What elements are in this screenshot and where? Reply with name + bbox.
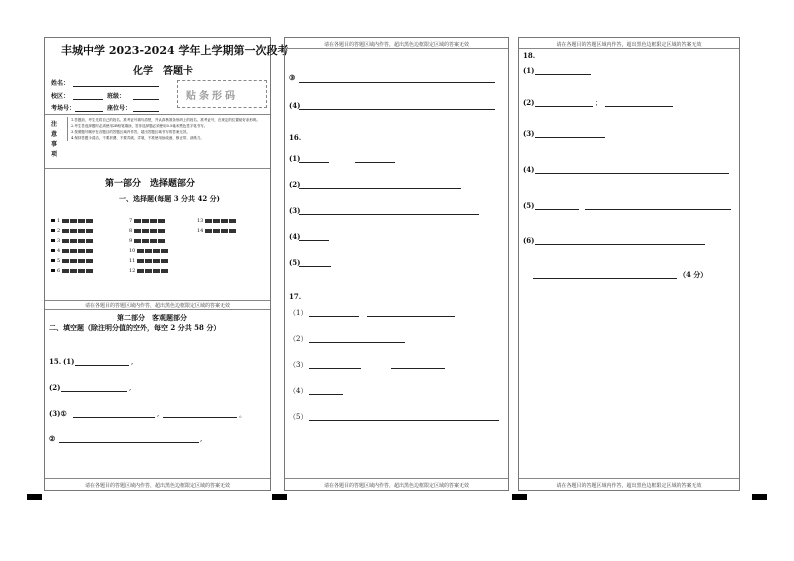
choice-block-1 xyxy=(51,216,94,276)
q15-part1-field[interactable] xyxy=(75,365,129,366)
q15-part3-period: 。 xyxy=(239,411,246,419)
choice-row-2[interactable]: 2 xyxy=(51,226,94,236)
area-notice-2a: 请在各题目的答题区域内作答，超出黑色边框限定区域的答案无效 xyxy=(323,42,469,48)
choice-block-3 xyxy=(197,216,237,236)
q17-part2-label: （2） xyxy=(289,335,308,343)
area-notice-3b: 请在各题目的答题区域内作答，超出黑色边框限定区域的答案无效 xyxy=(556,483,702,489)
q18-part2-label: (2) xyxy=(523,98,535,107)
q17-part5-label: （5） xyxy=(289,413,308,421)
part1-title: 第一部分 选择题部分 xyxy=(105,179,196,189)
choice-row-13[interactable]: 13 xyxy=(197,216,237,226)
q18-part6-field-b[interactable] xyxy=(533,278,677,279)
alignment-marker-2 xyxy=(272,494,287,500)
barcode-area xyxy=(177,80,267,108)
q18-score: （4 分） xyxy=(679,270,708,279)
class-label: 班级： xyxy=(107,93,126,100)
choice-row-6[interactable]: 6 xyxy=(51,266,94,276)
q16-number: 16. xyxy=(289,133,302,142)
q16-part2-field[interactable] xyxy=(299,188,461,189)
q18-part6-field[interactable] xyxy=(535,244,705,245)
name-label: 姓名： xyxy=(51,80,70,87)
q16-part4-label: (4) xyxy=(289,232,301,241)
q14-part4-label: (4) xyxy=(289,101,301,110)
q18-part1-field[interactable] xyxy=(535,74,591,75)
q16-part3-field[interactable] xyxy=(299,214,479,215)
barcode-label: 贴条形码 xyxy=(186,91,238,102)
notice-label: 注 意 事 项 xyxy=(51,121,58,158)
notice-line-3: 3.按照题号顺序在各题目的答题区域内作答，超出答题区域书写的答案无效。 xyxy=(71,130,190,134)
q16-part3-label: (3) xyxy=(289,206,301,215)
choice-row-3[interactable]: 3 xyxy=(51,236,94,246)
q15-part1-label: (1) xyxy=(63,357,75,366)
q14-circ3-field[interactable] xyxy=(299,82,495,83)
notice-line-1: 1.答题前，考生先将自己的姓名、准考证号填写清楚，并认真核准条形码上的姓名、准考证号，在规定的位置贴好条形码。 xyxy=(71,118,260,122)
q14-circ3-label: ③ xyxy=(289,73,296,82)
q16-part5-label: (5) xyxy=(289,258,301,267)
choice-row-9[interactable]: 9 xyxy=(129,236,169,246)
q15-part2-label: (2) xyxy=(49,383,61,392)
choice-row-5[interactable]: 5 xyxy=(51,256,94,266)
q18-part5-label: (5) xyxy=(523,201,535,210)
q18-number: 18. xyxy=(523,51,536,60)
q14-part4-field[interactable] xyxy=(299,109,495,110)
q15-part2-field[interactable] xyxy=(61,391,127,392)
q16-part2-label: (2) xyxy=(289,180,301,189)
answer-column-1 xyxy=(44,37,289,491)
q15-part3b-comma: , xyxy=(200,435,203,443)
exam-title: 丰城中学 2023-2024 学年上学期第一次段考 xyxy=(61,44,289,57)
q17-part3-field-b[interactable] xyxy=(391,368,445,369)
choice-block-2 xyxy=(129,216,169,276)
q16-part1-field-b[interactable] xyxy=(355,162,395,163)
q18-part4-label: (4) xyxy=(523,165,535,174)
choice-row-11[interactable]: 11 xyxy=(129,256,169,266)
q15-part1-comma: , xyxy=(131,358,134,366)
q18-part5-field-a[interactable] xyxy=(535,209,579,210)
notice-line-4: 4.保持答题卡清洁，不要折叠、不要弄破、弄皱，不准使用涂改液、修正带、刮纸刀。 xyxy=(71,136,204,140)
part2-title: 第二部分 客观题部分 xyxy=(117,313,187,322)
choice-row-10[interactable]: 10 xyxy=(129,246,169,256)
q17-number: 17. xyxy=(289,292,302,301)
answer-column-2 xyxy=(284,37,509,491)
q16-part1-field-a[interactable] xyxy=(299,162,329,163)
choice-row-4[interactable]: 4 xyxy=(51,246,94,256)
choice-row-8[interactable]: 8 xyxy=(129,226,169,236)
exam-room-label: 考场号： xyxy=(51,105,76,112)
q15-part3-field-b[interactable] xyxy=(163,417,237,418)
answer-column-3 xyxy=(518,37,740,491)
q16-part1-label: (1) xyxy=(289,154,301,163)
q15-number: 15. xyxy=(49,357,62,366)
q15-part3b-field[interactable] xyxy=(59,442,199,443)
q16-part5-field[interactable] xyxy=(299,266,331,267)
q17-part2-field[interactable] xyxy=(309,342,405,343)
alignment-marker-1 xyxy=(27,494,42,500)
campus-field[interactable] xyxy=(73,99,103,100)
q15-part2-comma: , xyxy=(129,384,132,392)
choice-row-1[interactable]: 1 xyxy=(51,216,94,226)
seat-field[interactable] xyxy=(133,111,159,112)
q17-part4-field[interactable] xyxy=(309,394,343,395)
q18-part3-field[interactable] xyxy=(535,137,605,138)
q18-part2-sep: ； xyxy=(595,99,602,107)
q15-part3-label: (3)① xyxy=(49,409,67,418)
q18-part1-label: (1) xyxy=(523,66,535,75)
q17-part1-label: （1） xyxy=(289,309,308,317)
q16-part4-field[interactable] xyxy=(299,240,329,241)
campus-label: 校区： xyxy=(51,93,70,100)
notice-line-2: 2.考生答选择题时必须使用2B铅笔填涂，答非选择题必须使用0.5毫米黑色签字笔书写。 xyxy=(71,124,208,128)
part2-section: 二、填空题（除注明分值的空外，每空 2 分共 58 分） xyxy=(49,323,221,332)
q17-part5-field[interactable] xyxy=(309,420,499,421)
q17-part3-label: （3） xyxy=(289,361,308,369)
q15-part3-comma: , xyxy=(157,410,160,418)
exam-room-field[interactable] xyxy=(75,111,103,112)
q18-part6-label: (6) xyxy=(523,236,535,245)
q15-part3-field-a[interactable] xyxy=(73,417,155,418)
q17-part1-field-a[interactable] xyxy=(309,316,359,317)
part1-section: 一、选择题(每题 3 分共 42 分) xyxy=(119,194,220,203)
area-notice-2b: 请在各题目的答题区域内作答，超出黑色边框限定区域的答案无效 xyxy=(323,483,469,489)
area-notice-1a: 请在各题目的答题区域内作答，超出黑色边框限定区域的答案无效 xyxy=(84,303,230,309)
q15-part3b-label: ② xyxy=(49,434,56,443)
area-notice-1b: 请在各题目的答题区域内作答，超出黑色边框限定区域的答案无效 xyxy=(84,483,230,489)
choice-row-14[interactable]: 14 xyxy=(197,226,237,236)
alignment-marker-4 xyxy=(752,494,767,500)
name-field[interactable] xyxy=(73,86,159,87)
alignment-marker-3 xyxy=(512,494,527,500)
q18-part3-label: (3) xyxy=(523,129,535,138)
choice-row-12[interactable]: 12 xyxy=(129,266,169,276)
seat-label: 座位号： xyxy=(107,105,132,112)
q18-part5-field-b[interactable] xyxy=(585,209,731,210)
card-subtitle: 化学 答题卡 xyxy=(133,66,193,77)
q17-part4-label: （4） xyxy=(289,387,308,395)
q18-part4-field[interactable] xyxy=(535,173,729,174)
q17-part3-field-a[interactable] xyxy=(309,368,361,369)
area-notice-3a: 请在各题目的答题区域内作答，超出黑色边框限定区域的答案无效 xyxy=(556,42,702,48)
class-field[interactable] xyxy=(133,99,159,100)
notice-text xyxy=(67,117,267,141)
q18-part2-field-a[interactable] xyxy=(535,106,593,107)
q17-part1-field-b[interactable] xyxy=(367,316,455,317)
q18-part2-field-b[interactable] xyxy=(605,106,673,107)
choice-row-7[interactable]: 7 xyxy=(129,216,169,226)
